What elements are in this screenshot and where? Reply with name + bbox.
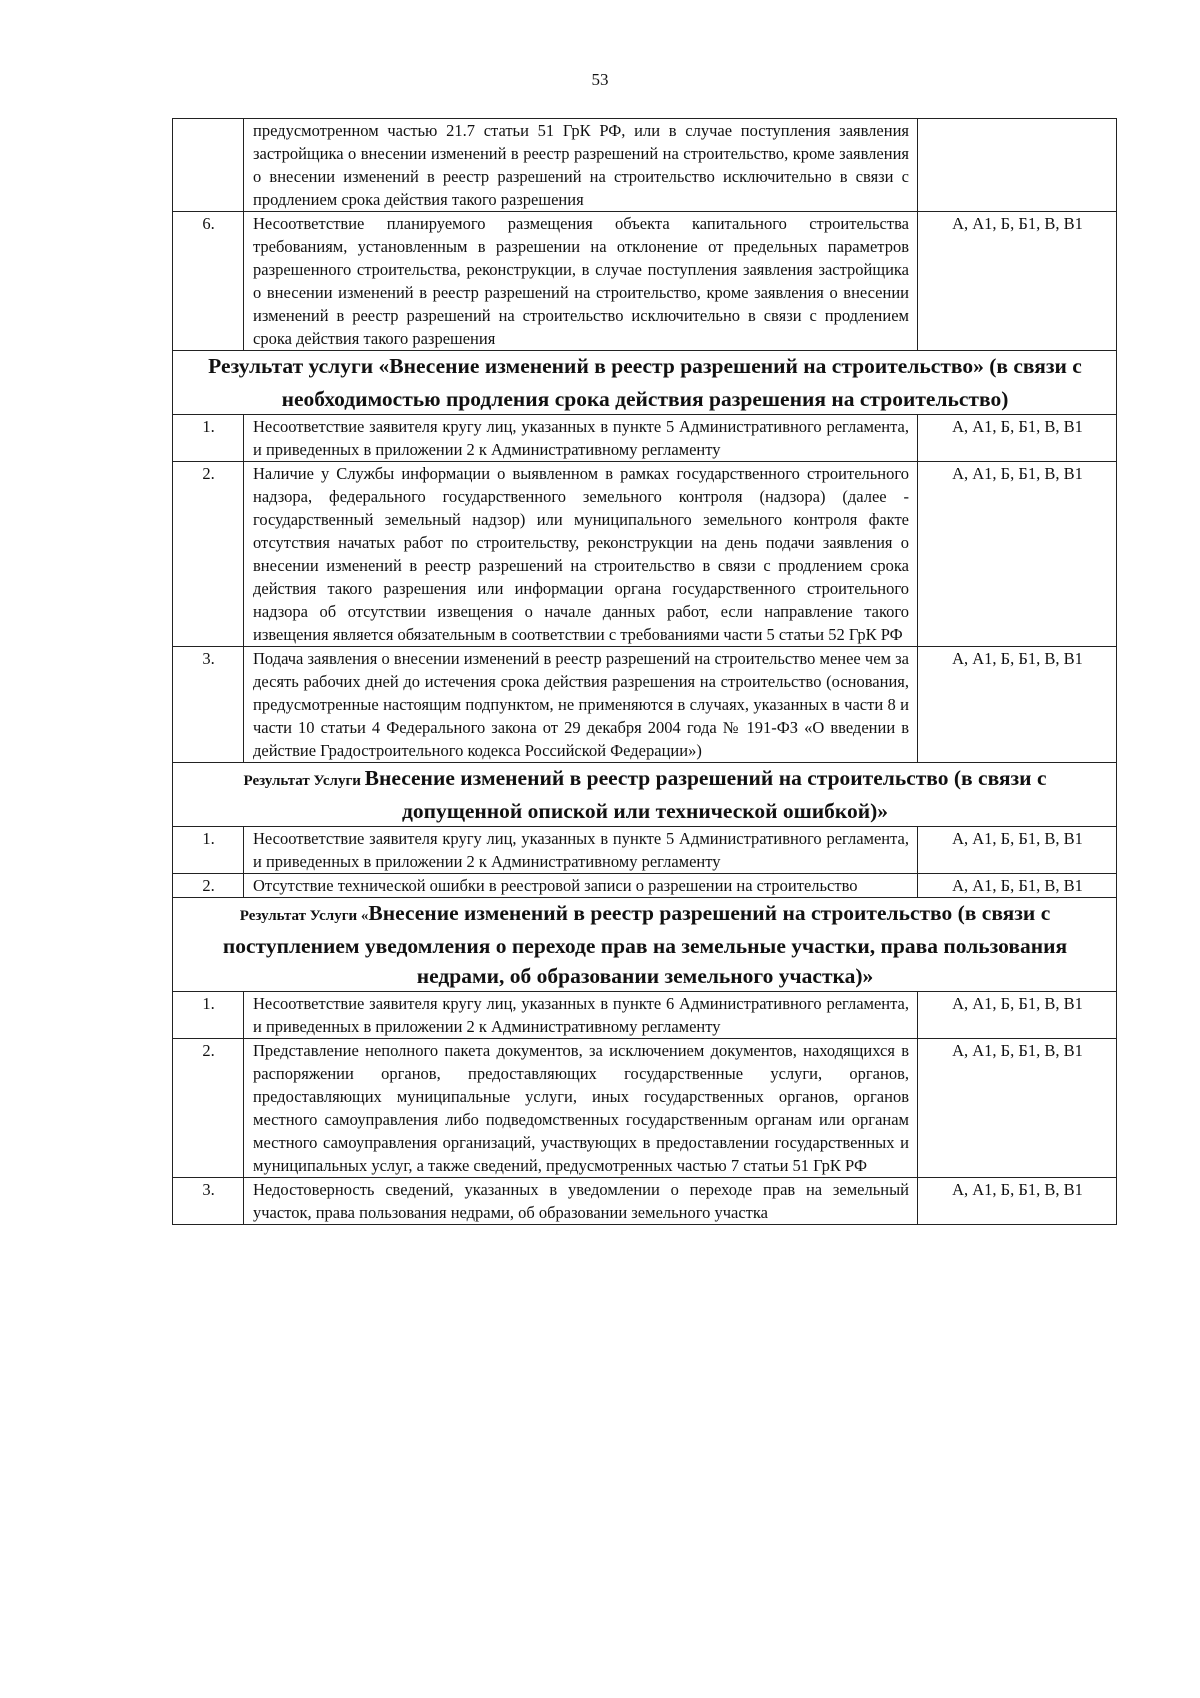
row-number [173, 119, 244, 212]
row-codes: А, А1, Б, Б1, В, В1 [918, 874, 1117, 898]
table-row [173, 415, 1117, 462]
row-text: Несоответствие заявителя кругу лиц, указанных в пункте 5 Административного регламента, и приведенных в приложении 2 к Административному регламенту [244, 827, 918, 874]
section-lead: Результат Услуги [243, 773, 365, 789]
row-codes: А, А1, Б, Б1, В, В1 [918, 1178, 1117, 1225]
row-text: Наличие у Службы информации о выявленном в рамках государственного строительного надзора, федерального государственного земельного контроля (надзора) (далее - государственный земельный надзор) или муниципального земельного контроля факте отсутствия начатых работ по строительству, реконструкции на день подачи заявления о внесении изменений в реестр разрешений на строительство в связи с продлением срока действия такого разрешения или информации органа государственного строительного надзора об отсутствии извещения о начале данных работ, если направление такого извещения является обязательным в соответствии с требованиями части 5 статьи 52 ГрК РФ [244, 462, 918, 647]
section-title-text: Внесение изменений в реестр разрешений на строительство (в связи с поступлением уведомления о переходе прав на земельные участки, права пользования недрами, об образовании земельного участка)» [222, 901, 1068, 988]
section-header [173, 898, 1117, 992]
table-row [173, 827, 1117, 874]
row-text: Подача заявления о внесении изменений в реестр разрешений на строительство менее чем за десять рабочих дней до истечения срока действия разрешения на строительство (основания, предусмотренные настоящим подпунктом, не применяются в случаях, указанных в части 8 и части 10 статьи 4 Федерального закона от 29 декабря 2004 года № 191-ФЗ «О введении в действие Градостроительного кодекса Российской Федерации») [244, 647, 918, 763]
row-codes [918, 119, 1117, 212]
row-number: 6. [173, 212, 244, 351]
row-number: 3. [173, 647, 244, 763]
table-row [173, 647, 1117, 763]
section-header [173, 763, 1117, 827]
table-row [173, 1039, 1117, 1178]
row-codes: А, А1, Б, Б1, В, В1 [918, 1039, 1117, 1178]
table-row [173, 462, 1117, 647]
section-lead: Результат Услуги « [239, 908, 369, 924]
section-title-text: Внесение изменений в реестр разрешений на строительство (в связи с допущенной опиской или технической ошибкой)» [364, 766, 1047, 823]
table-row [173, 992, 1117, 1039]
row-number: 2. [173, 1039, 244, 1178]
row-text: Представление неполного пакета документов, за исключением документов, находящихся в распоряжении органов, предоставляющих государственные услуги, органов, предоставляющих муниципальные услуги, иных государственных органов, органов местного самоуправления либо подведомственных государственным органам или органам местного самоуправления организаций, участвующих в предоставлении государственных и муниципальных услуг, а также сведений, предусмотренных частью 7 статьи 51 ГрК РФ [244, 1039, 918, 1178]
grounds-table [172, 118, 1117, 1225]
section-title [173, 763, 1117, 827]
row-number: 2. [173, 874, 244, 898]
page-number: 53 [591, 70, 609, 89]
row-text: Несоответствие заявителя кругу лиц, указанных в пункте 6 Административного регламента, и приведенных в приложении 2 к Административному регламенту [244, 992, 918, 1039]
table-row [173, 212, 1117, 351]
section-title [173, 351, 1117, 415]
section-title-text: Результат услуги «Внесение изменений в реестр разрешений на строительство» (в связи с необходимостью продления срока действия разрешения на строительство) [208, 354, 1082, 411]
row-text: предусмотренном частью 21.7 статьи 51 ГрК РФ, или в случае поступления заявления застройщика о внесении изменений в реестр разрешений на строительство, кроме заявления о внесении изменений в реестр разрешений на строительство исключительно в связи с продлением срока действия такого разрешения [244, 119, 918, 212]
table-row [173, 119, 1117, 212]
table-row [173, 1178, 1117, 1225]
row-number: 1. [173, 415, 244, 462]
row-number: 1. [173, 827, 244, 874]
row-text: Несоответствие планируемого размещения объекта капитального строительства требованиям, установленным в разрешении на отклонение от предельных параметров разрешенного строительства, реконструкции, в случае поступления заявления застройщика о внесении изменений в реестр разрешений на строительство, кроме заявления о внесении изменений в реестр разрешений на строительство исключительно в связи с продлением срока действия такого разрешения [244, 212, 918, 351]
row-codes: А, А1, Б, Б1, В, В1 [918, 415, 1117, 462]
row-number: 1. [173, 992, 244, 1039]
section-header [173, 351, 1117, 415]
row-text: Несоответствие заявителя кругу лиц, указанных в пункте 5 Административного регламента, и приведенных в приложении 2 к Административному регламенту [244, 415, 918, 462]
row-codes: А, А1, Б, Б1, В, В1 [918, 647, 1117, 763]
row-text: Недостоверность сведений, указанных в уведомлении о переходе прав на земельный участок, права пользования недрами, об образовании земельного участка [244, 1178, 918, 1225]
row-codes: А, А1, Б, Б1, В, В1 [918, 462, 1117, 647]
row-codes: А, А1, Б, Б1, В, В1 [918, 212, 1117, 351]
row-codes: А, А1, Б, Б1, В, В1 [918, 827, 1117, 874]
row-number: 3. [173, 1178, 244, 1225]
section-title [173, 898, 1117, 992]
table-row [173, 874, 1117, 898]
row-codes: А, А1, Б, Б1, В, В1 [918, 992, 1117, 1039]
row-text: Отсутствие технической ошибки в реестровой записи о разрешении на строительство [244, 874, 918, 898]
row-number: 2. [173, 462, 244, 647]
